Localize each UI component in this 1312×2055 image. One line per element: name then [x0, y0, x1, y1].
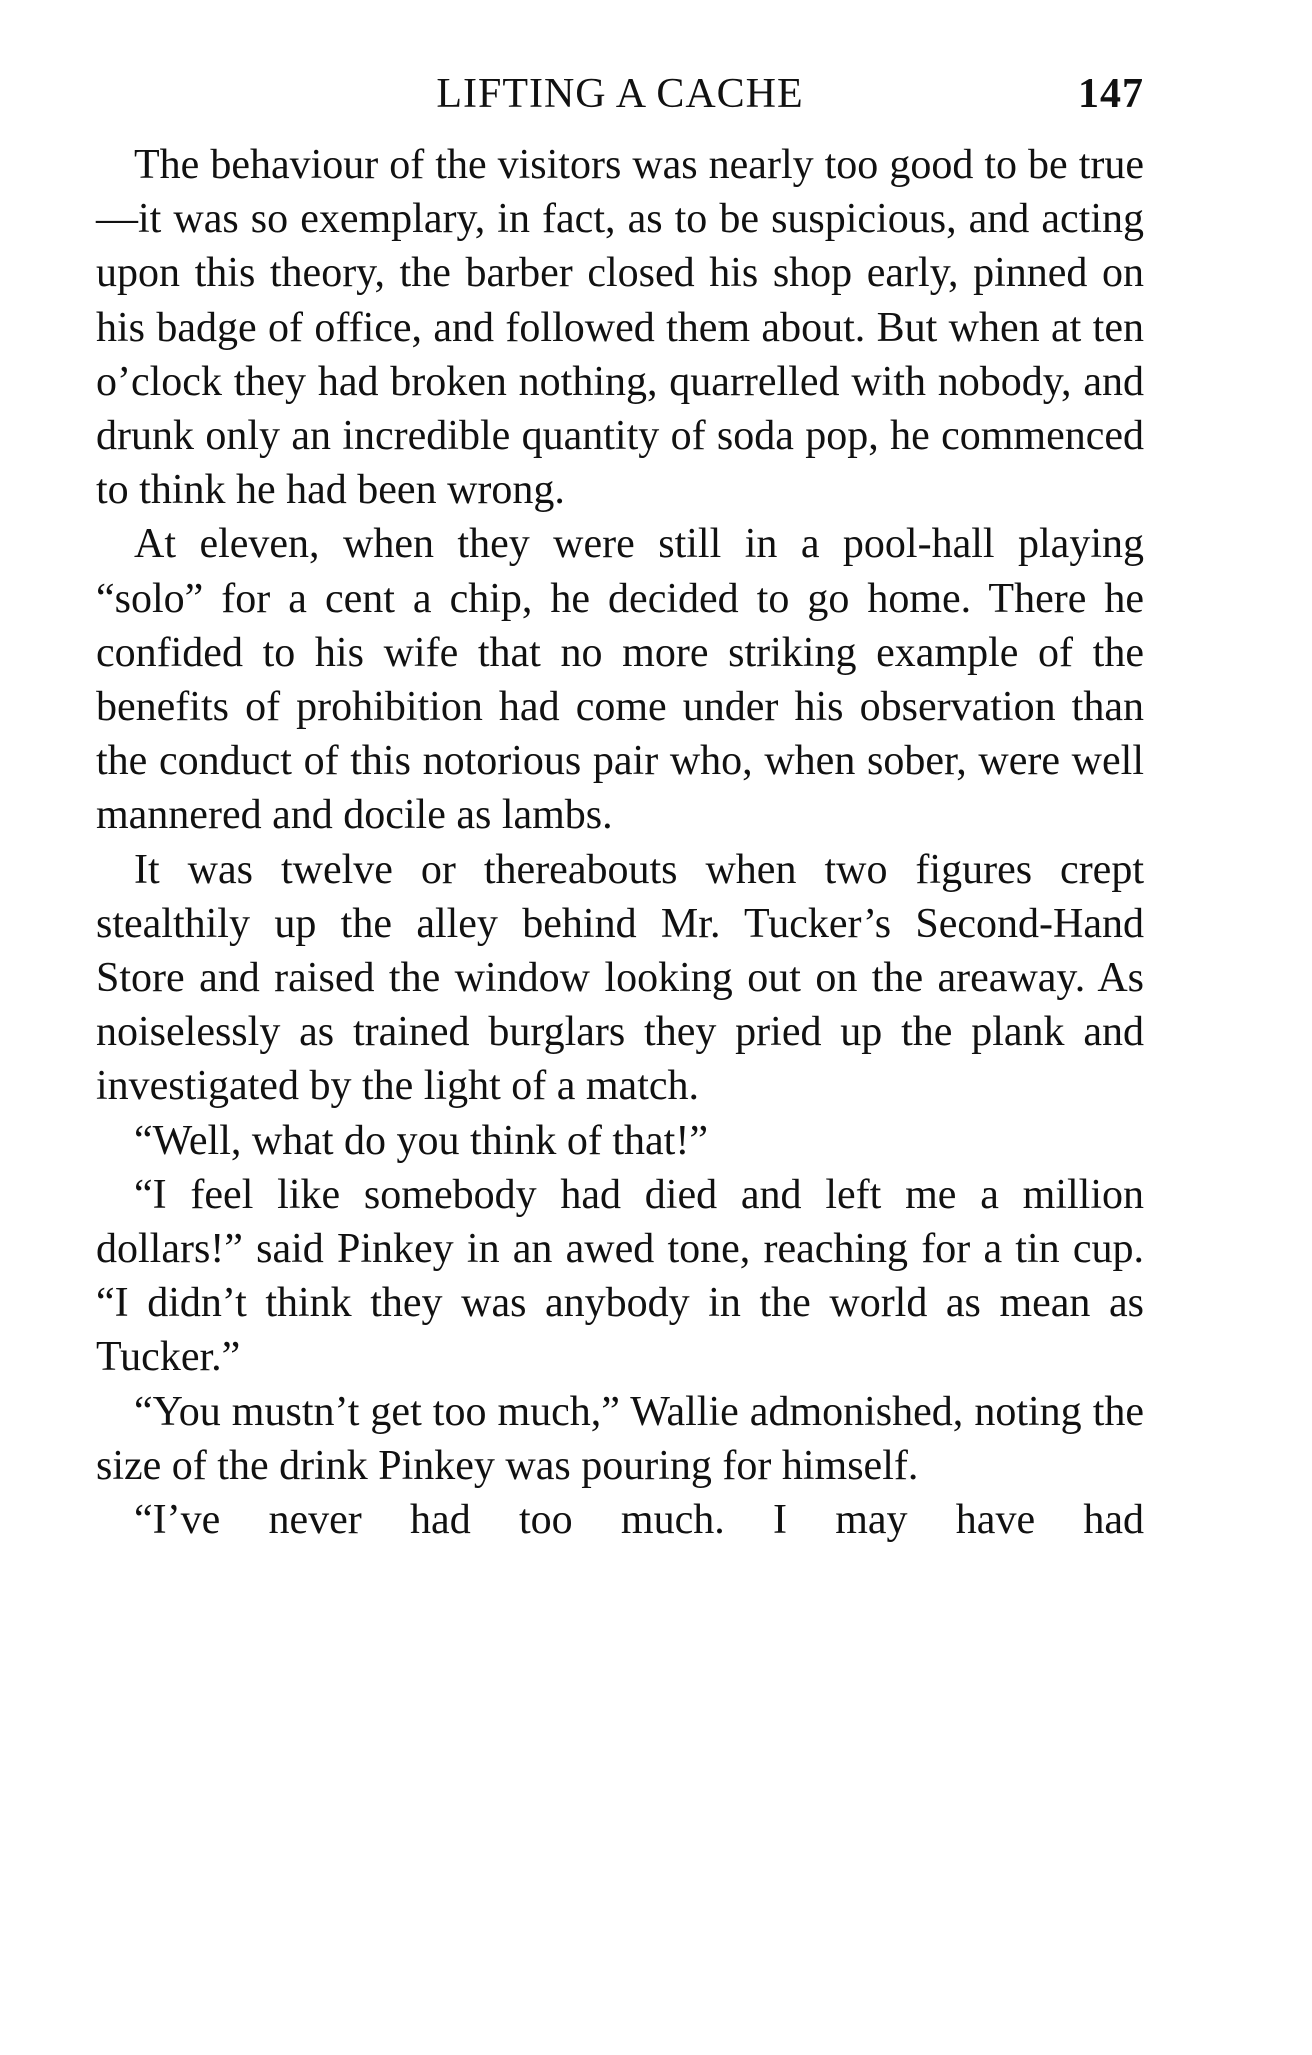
- paragraph: “Well, what do you think of that!”: [134, 1117, 708, 1164]
- running-header: [96, 70, 1144, 130]
- paragraph: The behaviour of the visitors was nearly too good to be true—it was so exemplary, in fact, as to be suspicious, and acting upon this theory, the barber closed his shop early, pinned on his badge of office, and followed them about. But when at ten o’clock they had broken nothing, quarrelled with nobody, and drunk only an incredible quantity of soda pop, he commenced to think he had been wrong.: [96, 142, 1144, 514]
- paragraph: “I’ve never had too much. I may have had: [134, 1497, 1144, 1544]
- chapter-title: LIFTING A CACHE: [436, 71, 804, 117]
- paragraph: At eleven, when they were still in a pool-hall playing “solo” for a cent a chip, he decided to go home. There he confided to his wife that no more striking example of the benefits of prohibition had come under his observation than the conduct of this notorious pair who, when sober, were well mannered and docile as lambs.: [96, 521, 1144, 839]
- paragraph: It was twelve or thereabouts when two figures crept stealthily up the alley behind Mr. Tucker’s Second-Hand Store and raised the window looking out on the areaway. As noiselessly as trained burglars they pried up the plank and investigated by the light of a match.: [96, 846, 1144, 1110]
- body-text: [96, 138, 1144, 1547]
- book-page: [96, 70, 1144, 1547]
- paragraph: “You mustn’t get too much,” Wallie admonished, noting the size of the drink Pinkey was pouring for himself.: [96, 1388, 1144, 1489]
- page-number: 147: [1078, 71, 1144, 117]
- paragraph: “I feel like somebody had died and left me a million dollars!” said Pinkey in an awed tone, reaching for a tin cup. “I didn’t think they was anybody in the world as mean as Tucker.”: [96, 1171, 1144, 1381]
